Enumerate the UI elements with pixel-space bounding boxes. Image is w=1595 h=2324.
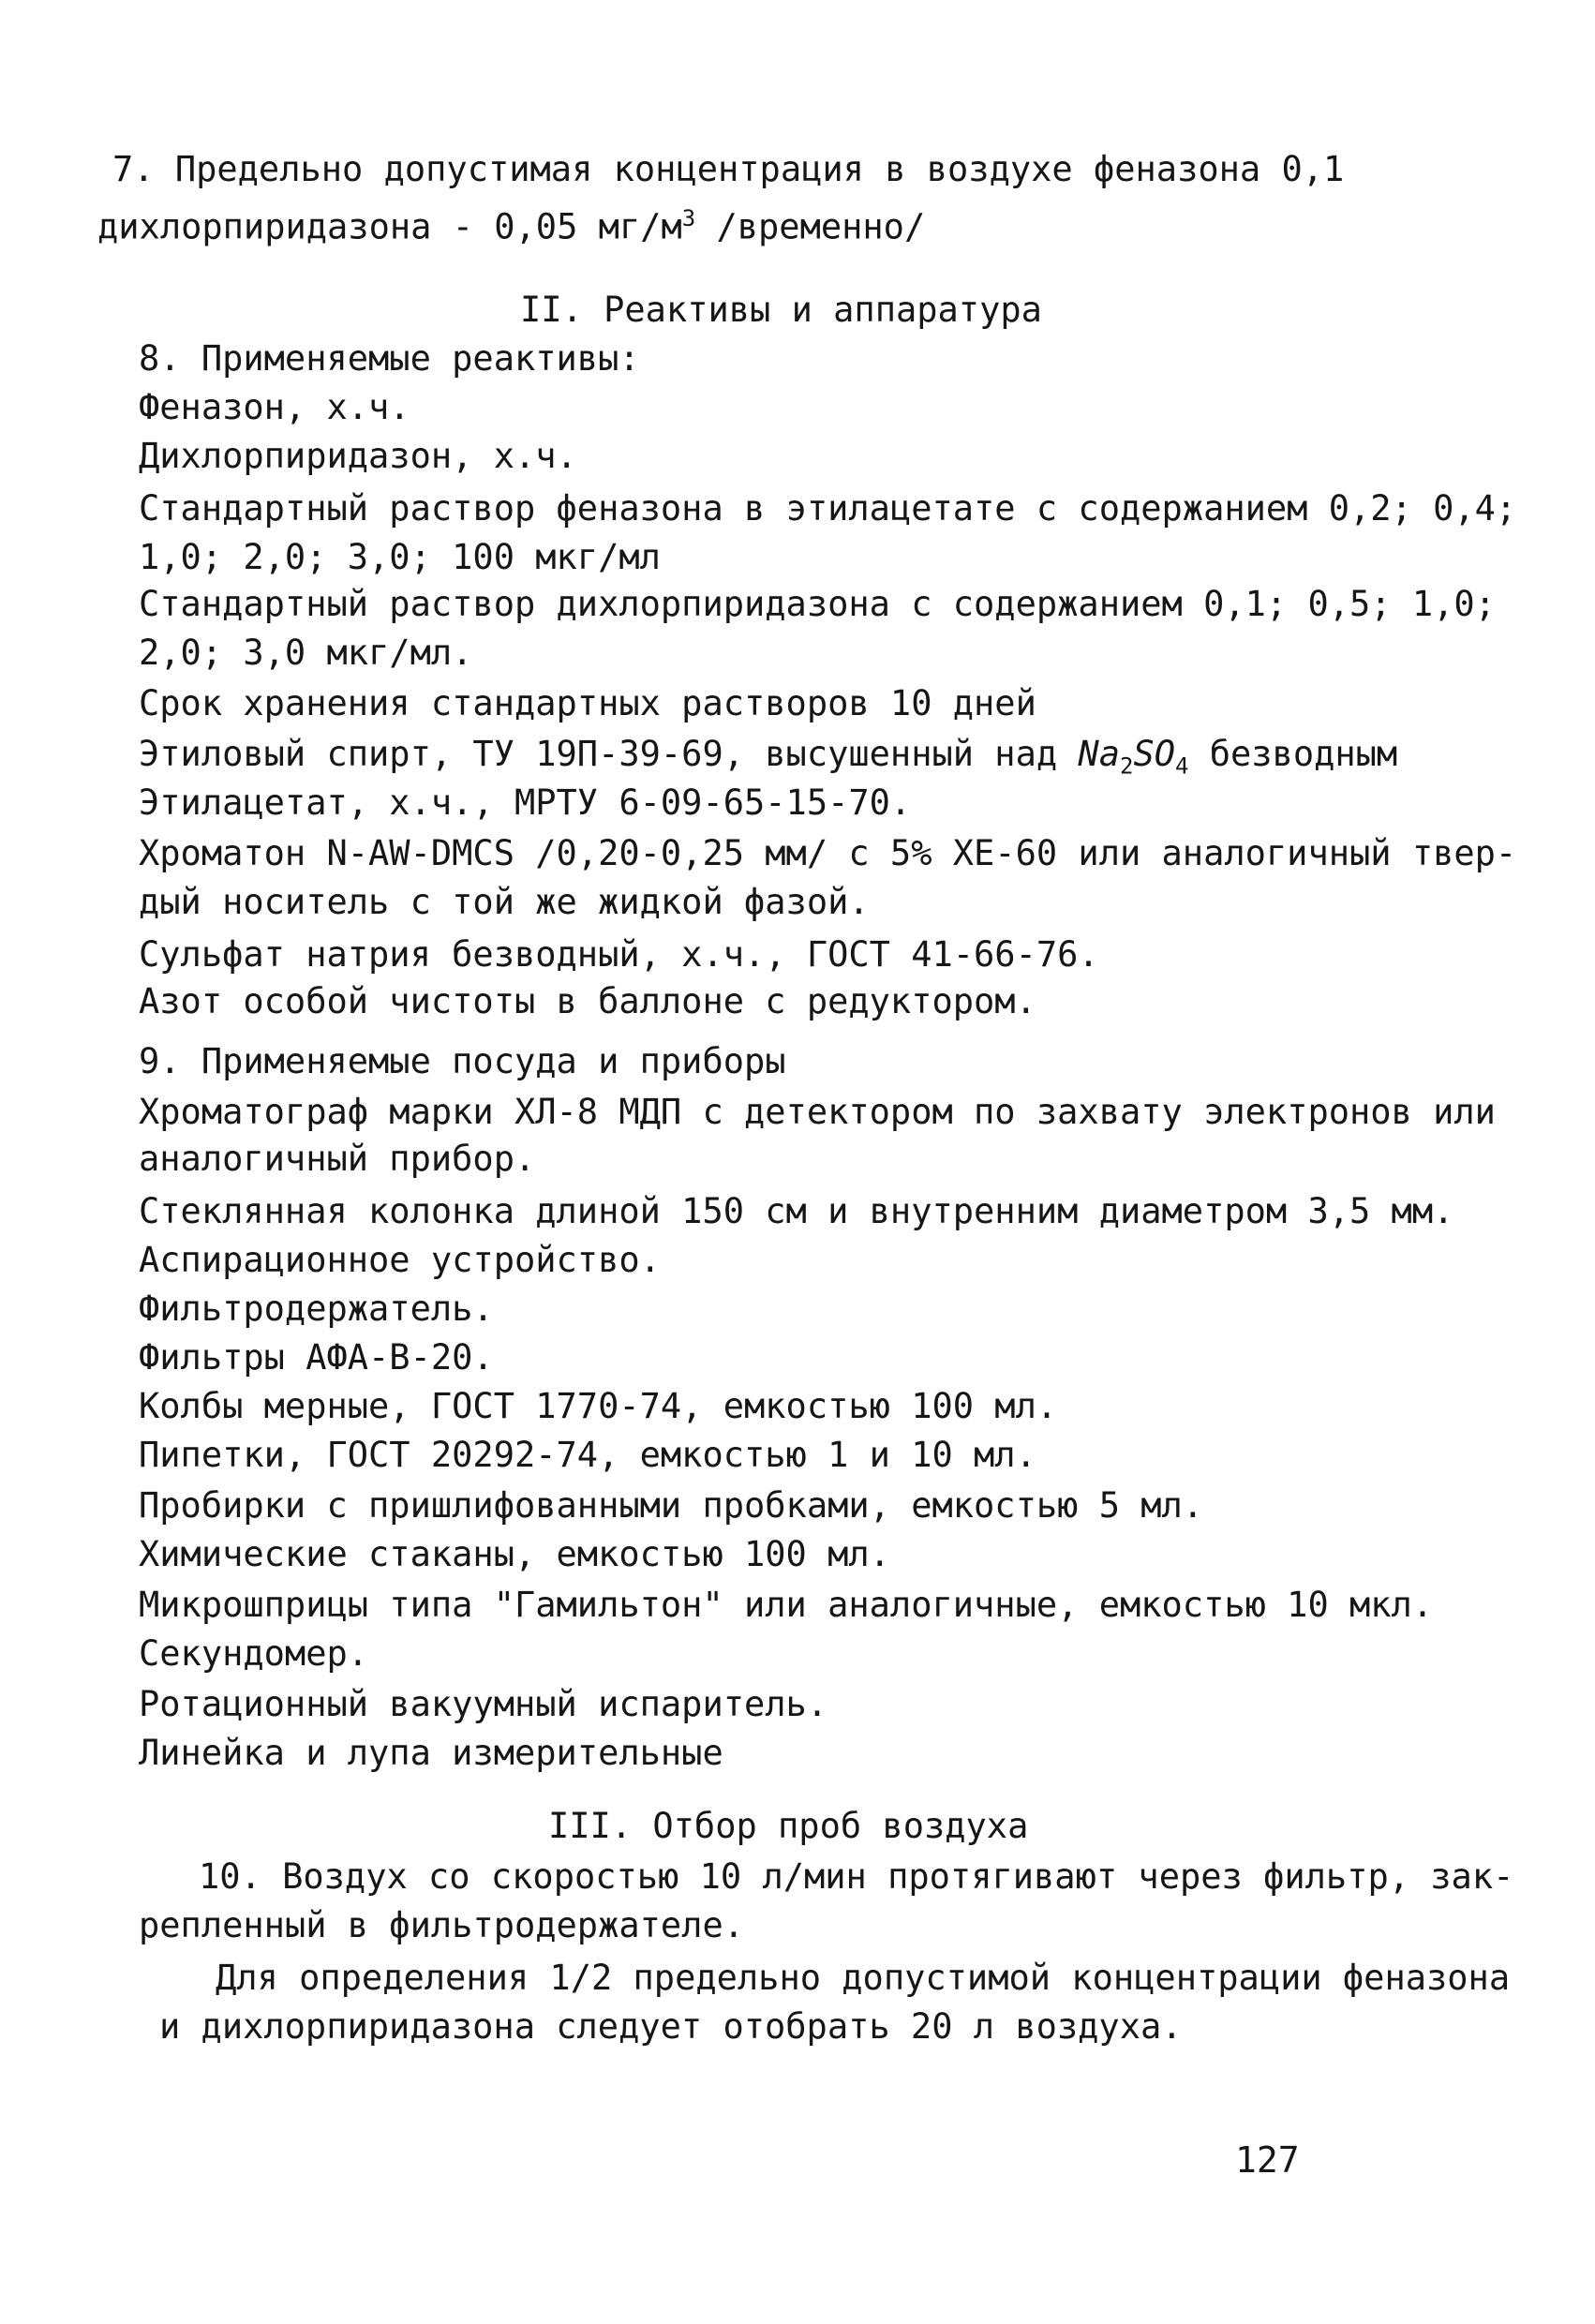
section7-line2-text: дихлорпиридазона - 0,05 мг/м xyxy=(97,206,682,247)
formula-sub-4: 4 xyxy=(1175,752,1189,780)
reagent-item: Этилацетат, х.ч., МРТУ 6-09-65-15-70. xyxy=(139,782,912,823)
formula-na: Na xyxy=(1078,734,1120,774)
reagent-item: Стандартный раствор дихлорпиридазона с содержанием 0,1; 0,5; 1,0; xyxy=(139,584,1496,624)
equipment-item: Линейка и лупа измерительные xyxy=(139,1733,723,1773)
equipment-item: Стеклянная колонка длиной 150 см и внутренним диаметром 3,5 мм. xyxy=(139,1191,1454,1231)
section8-title: 8. Применяемые реактивы: xyxy=(139,338,640,379)
reagent-item: Стандартный раствор феназона в этилацетате с содержанием 0,2; 0,4; xyxy=(139,488,1517,529)
reagent-item: Сульфат натрия безводный, х.ч., ГОСТ 41-66-76. xyxy=(139,934,1099,975)
reagent-item: Хроматон N-AW-DMCS /0,20-0,25 мм/ с 5% XE-60 или аналогичный твер- xyxy=(139,833,1517,873)
section7-line1: 7. Предельно допустимая концентрация в воздухе феназона 0,1 xyxy=(112,149,1345,189)
reagent-item: Азот особой чистоты в баллоне с редуктором. xyxy=(139,981,1036,1021)
equipment-item: Микрошприцы типа "Гамильтон" или аналогичные, емкостью 10 мкл. xyxy=(139,1585,1434,1625)
reagent-item: 2,0; 3,0 мкг/мл. xyxy=(139,633,473,673)
section9-title: 9. Применяемые посуда и приборы xyxy=(139,1041,786,1081)
section3-heading: III. Отбор проб воздуха xyxy=(548,1806,1029,1846)
ethanol-text: Этиловый спирт, ТУ 19П-39-69, высушенный над xyxy=(139,734,1079,774)
section7-line2-tail: /временно/ xyxy=(695,206,926,247)
reagent-item: 1,0; 2,0; 3,0; 100 мкг/мл xyxy=(139,537,661,577)
page-number: 127 xyxy=(1235,2139,1300,2181)
equipment-item: Ротационный вакуумный испаритель. xyxy=(139,1684,828,1724)
equipment-item: Фильтры АФА-В-20. xyxy=(139,1337,494,1378)
section10-line: Для определения 1/2 предельно допустимой концентрации феназона xyxy=(216,1958,1511,1998)
section10-line: репленный в фильтродержателе. xyxy=(139,1905,745,1945)
section10-line: 10. Воздух со скоростью 10 л/мин протягивают через фильтр, зак- xyxy=(199,1856,1514,1897)
cubic-superscript: 3 xyxy=(681,205,696,231)
reagent-item: дый носитель с той же жидкой фазой. xyxy=(139,882,870,922)
section10-line: и дихлорпиридазона следует отобрать 20 л воздуха. xyxy=(159,2006,1183,2047)
equipment-item: Колбы мерные, ГОСТ 1770-74, емкостью 100 мл. xyxy=(139,1386,1058,1426)
equipment-item: Химические стаканы, емкостью 100 мл. xyxy=(139,1534,890,1574)
equipment-item: Пробирки с пришлифованными пробками, емкостью 5 мл. xyxy=(139,1485,1204,1526)
reagent-item: Срок хранения стандартных растворов 10 дней xyxy=(139,683,1036,723)
formula-so: SO xyxy=(1133,734,1175,774)
section2-heading: II. Реактивы и аппаратура xyxy=(520,290,1042,330)
section7-line2 xyxy=(97,197,925,248)
equipment-item: аналогичный прибор. xyxy=(139,1139,536,1179)
equipment-item: Пипетки, ГОСТ 20292-74, емкостью 1 и 10 мл. xyxy=(139,1435,1036,1475)
equipment-item: Аспирационное устройство. xyxy=(139,1240,661,1280)
reagent-item: Дихлорпиридазон, х.ч. xyxy=(139,436,577,476)
ethanol-tail: безводным xyxy=(1188,734,1398,774)
reagent-item: Феназон, х.ч. xyxy=(139,387,410,427)
reagent-item-ethanol xyxy=(139,733,1397,787)
formula-sub-2: 2 xyxy=(1119,752,1134,780)
equipment-item: Хроматограф марки ХЛ-8 МДП с детектором по захвату электронов или xyxy=(139,1092,1496,1132)
equipment-item: Секундомер. xyxy=(139,1633,369,1674)
equipment-item: Фильтродержатель. xyxy=(139,1289,494,1329)
